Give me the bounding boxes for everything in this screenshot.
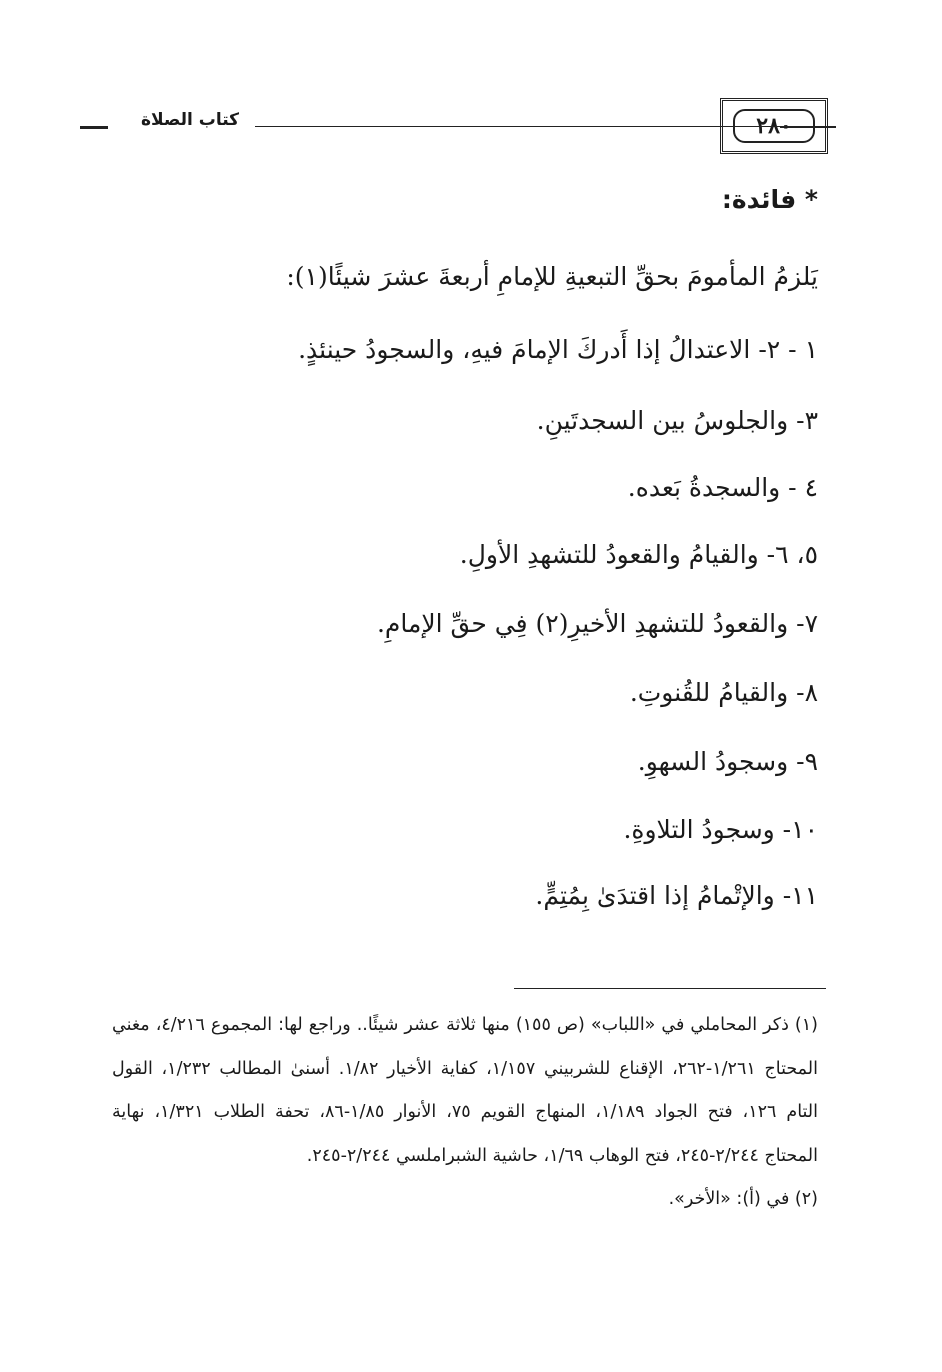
text-line: ٣- والجلوسُ بين السجدتَينِ.	[536, 406, 818, 435]
page-number: ٢٨٠	[733, 109, 815, 143]
footnote-separator	[514, 988, 826, 989]
text-line: ١٠- وسجودُ التلاوةِ.	[623, 815, 818, 844]
book-title: كتاب الصلاة	[140, 110, 240, 130]
section-heading: * فائدة:	[721, 185, 818, 214]
footnotes	[112, 1004, 818, 1222]
footnote-1: (١) ذكر المحاملي في «اللباب» (ص ١٥٥) منها ثلاثة عشر شيئًا.. وراجع لها: المجموع ٤/٢١٦، مغني المحتاج ١/٢٦١-٢٦٢، الإقناع للشربيني ١/١٥٧، كفاية الأخيار ١/٨٢. أسنىٰ المطالب ١/٢٣٢، القول التام ١٢٦، فتح الجواد ١/١٨٩، المنهاج القويم ٧٥، الأنوار ١/٨٥-٨٦، تحفة الطلاب ١/٣٢١، نهاية المحتاج ٢/٢٤٤-٢٤٥، فتح الوهاب ١/٦٩، حاشية الشبراملسي ٢/٢٤٤-٢٤٥.	[112, 1015, 818, 1166]
text-line: ٧- والقعودُ للتشهدِ الأخيرِ(٢) فِي حقِّ الإمامِ.	[376, 609, 818, 638]
text-line: يَلزمُ المأمومَ بحقِّ التبعيةِ للإمامِ أربعةَ عشرَ شيئًا(١):	[286, 262, 818, 291]
text-line: ٩- وسجودُ السهوِ.	[637, 747, 818, 776]
header-rule-middle	[255, 126, 810, 127]
page-header	[80, 98, 850, 160]
text-line: ٤ - والسجدةُ بَعده.	[627, 473, 818, 502]
text-line: ٨- والقيامُ للقُنوتِ.	[629, 678, 818, 707]
text-line: ٥، ٦- والقيامُ والقعودُ للتشهدِ الأولِ.	[459, 540, 818, 569]
header-rule-left	[80, 126, 108, 129]
text-line: ١ - ٢- الاعتدالُ إذا أَدركَ الإمامَ فيهِ، والسجودُ حينئذٍ.	[298, 335, 818, 364]
text-line: ١١- والإتْمامُ إذا اقتدَىٰ بِمُتِمٍّ.	[535, 881, 818, 910]
footnote-2: (٢) في (أ): «الأخر».	[668, 1189, 818, 1209]
